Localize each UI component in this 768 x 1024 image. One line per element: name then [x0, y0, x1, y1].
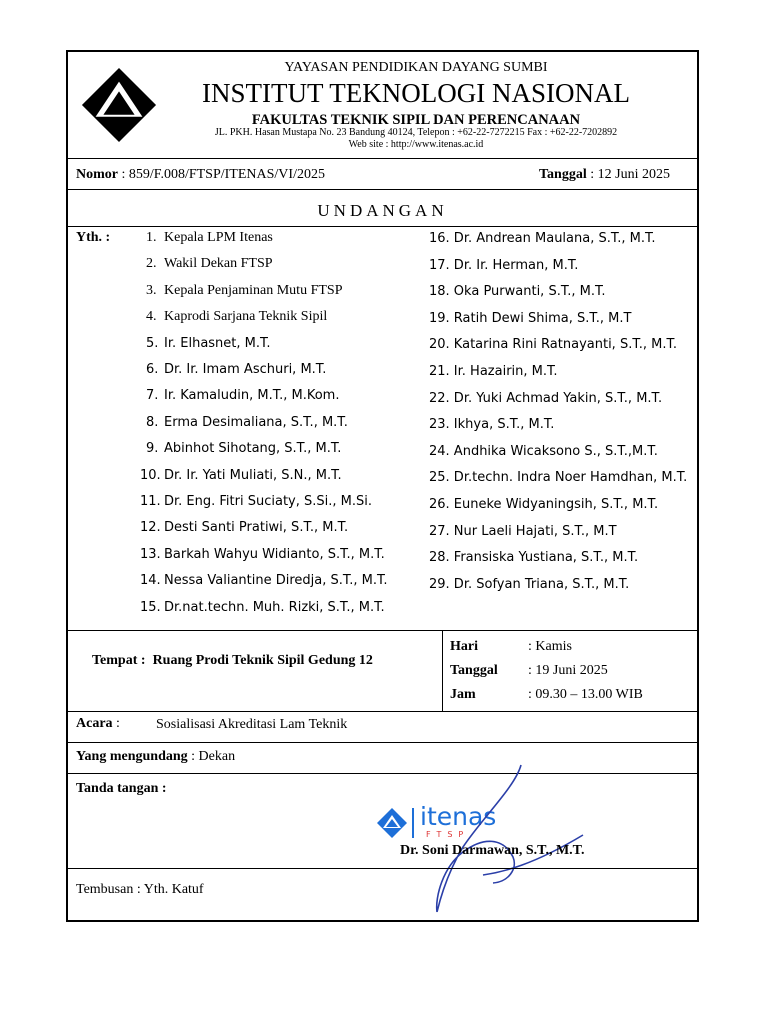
divider: [68, 189, 697, 190]
foundation-name: YAYASAN PENDIDIKAN DAYANG SUMBI: [284, 60, 548, 75]
recipient-number: 9.: [146, 441, 159, 457]
recipient-name: Nessa Valiantine Diredja, S.T., M.T.: [164, 573, 388, 589]
event-date-value: : 19 Juni 2025: [528, 663, 608, 678]
recipient-number: 14.: [140, 573, 161, 589]
recipient-item: 22. Dr. Yuki Achmad Yakin, S.T., M.T.: [429, 390, 663, 406]
recipient-item: 26. Euneke Widyaningsih, S.T., M.T.: [429, 497, 659, 512]
recipient-number: 12.: [140, 520, 161, 536]
recipient-item: 17. Dr. Ir. Herman, M.T.: [429, 257, 579, 273]
recipient-item: 24. Andhika Wicaksono S., S.T.,M.T.: [429, 443, 658, 459]
venue-label: Tempat: [92, 653, 138, 668]
event-date-label: Tanggal: [450, 663, 498, 678]
recipient-number: 5.: [146, 335, 159, 351]
website: Web site : http://www.itenas.ac.id: [348, 139, 484, 150]
recipient-item: 21. Ir. Hazairin, M.T.: [429, 364, 558, 379]
agenda-sep: :: [116, 716, 120, 731]
recipient-number: 10.: [140, 467, 161, 483]
recipient-name: Ir. Elhasnet, M.T.: [164, 335, 271, 351]
signature-label: Tanda tangan :: [76, 781, 167, 796]
address: JL. PKH. Hasan Mustapa No. 23 Bandung 40124, Telepon : +62-22-7272215 Fax : +62-22-7202892: [214, 127, 618, 138]
divider: [68, 630, 697, 631]
agenda-label: Acara: [76, 716, 113, 731]
recipient-name: Erma Desimaliana, S.T., M.T.: [164, 414, 348, 430]
recipient-name: Kaprodi Sarjana Teknik Sipil: [164, 309, 328, 325]
recipient-number: 4.: [146, 309, 157, 325]
recipient-name: Dr. Eng. Fitri Suciaty, S.Si., M.Si.: [164, 494, 372, 509]
recipient-name: Ir. Kamaludin, M.T., M.Kom.: [164, 388, 340, 404]
recipient-item: 19. Ratih Dewi Shima, S.T., M.T: [429, 310, 632, 326]
cc: Tembusan : Yth. Katuf: [76, 882, 204, 897]
recipient-item: 20. Katarina Rini Ratnayanti, S.T., M.T.: [429, 337, 678, 353]
itenas-logo-icon: [80, 66, 158, 144]
venue-value: Ruang Prodi Teknik Sipil Gedung 12: [152, 653, 373, 668]
recipient-item: 28. Fransiska Yustiana, S.T., M.T.: [429, 550, 639, 566]
faculty-name: FAKULTAS TEKNIK SIPIL DAN PERENCANAAN: [251, 112, 581, 128]
recipient-name: Abinhot Sihotang, S.T., M.T.: [164, 441, 342, 457]
recipient-name: Dr. Ir. Yati Muliati, S.N., M.T.: [164, 467, 342, 483]
recipient-name: Wakil Dekan FTSP: [164, 256, 273, 272]
signer-name: Dr. Soni Darmawan, S.T., M.T.: [400, 843, 585, 858]
divider: [68, 742, 697, 743]
number-value: : 859/F.008/FTSP/ITENAS/VI/2025: [121, 167, 325, 182]
divider: [68, 226, 697, 227]
recipient-number: 1.: [146, 230, 157, 245]
recipient-number: 3.: [146, 282, 157, 298]
host-label: Yang mengundang: [76, 749, 188, 764]
date-label: Tanggal: [539, 167, 587, 182]
recipient-number: 7.: [146, 388, 159, 404]
divider: [68, 711, 697, 712]
venue: Tempat : Ruang Prodi Teknik Sipil Gedung 12: [92, 653, 373, 668]
agenda-value: Sosialisasi Akreditasi Lam Teknik: [156, 717, 348, 732]
handwritten-signature: [423, 757, 603, 917]
stamp-subtext: FTSP: [426, 830, 470, 839]
institute-name: INSTITUT TEKNOLOGI NASIONAL: [202, 78, 630, 108]
recipient-number: 8.: [146, 414, 159, 430]
time-value: : 09.30 – 13.00 WIB: [528, 687, 643, 702]
day-value: : Kamis: [528, 639, 572, 654]
recipient-number: 2.: [146, 256, 157, 272]
recipient-item: 18. Oka Purwanti, S.T., M.T.: [429, 284, 606, 300]
recipient-name: Desti Santi Pratiwi, S.T., M.T.: [164, 520, 349, 536]
recipient-item: 29. Dr. Sofyan Triana, S.T., M.T.: [429, 576, 630, 592]
letter-number: [76, 167, 325, 183]
divider: [68, 158, 697, 159]
host: [76, 749, 235, 765]
recipient-name: Kepala LPM Itenas: [164, 230, 273, 245]
recipient-name: Barkah Wahyu Widianto, S.T., M.T.: [164, 546, 385, 562]
recipient-item: 27. Nur Laeli Hajati, S.T., M.T: [429, 523, 617, 539]
recipient-item: 25. Dr.techn. Indra Noer Hamdhan, M.T.: [429, 470, 688, 486]
number-label: Nomor: [76, 167, 118, 182]
recipient-name: Kepala Penjaminan Mutu FTSP: [164, 282, 343, 298]
divider: [442, 630, 443, 711]
time-label: Jam: [450, 687, 476, 702]
letter-date: [539, 167, 670, 183]
divider: [68, 868, 697, 869]
recipients-label: Yth. :: [76, 230, 111, 245]
recipient-number: 15.: [140, 599, 161, 615]
recipient-number: 6.: [146, 362, 159, 377]
host-value: : Dekan: [191, 749, 236, 764]
day-label: Hari: [450, 639, 478, 654]
invitation-letter: [66, 50, 699, 922]
page-title: UNDANGAN: [317, 201, 448, 220]
agenda: [76, 716, 120, 732]
recipient-name: Dr. Ir. Imam Aschuri, M.T.: [164, 362, 327, 377]
recipient-number: 11.: [140, 494, 161, 509]
recipient-name: Dr.nat.techn. Muh. Rizki, S.T., M.T.: [164, 599, 385, 615]
stamp-text: itenas: [420, 802, 497, 831]
date-value: : 12 Juni 2025: [590, 167, 670, 182]
recipient-number: 13.: [140, 546, 161, 562]
recipient-item: 16. Dr. Andrean Maulana, S.T., M.T.: [429, 231, 656, 246]
recipient-item: 23. Ikhya, S.T., M.T.: [429, 417, 555, 433]
